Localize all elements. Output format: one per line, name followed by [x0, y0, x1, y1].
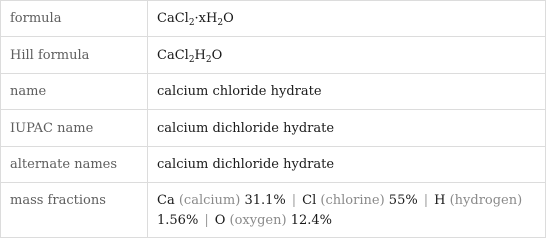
- formula-value: $CaCl_2\cdot xH_2O$: [148, 1, 546, 37]
- row-label: name: [1, 74, 148, 110]
- fraction-percent: 12.4%: [290, 213, 333, 228]
- row-label: formula: [1, 1, 148, 37]
- fraction-separator: |: [204, 213, 209, 228]
- fraction-percent: 55%: [388, 193, 418, 208]
- fraction-element: (oxygen): [229, 213, 287, 228]
- iupac-name-value: calcium dichloride hydrate: [148, 110, 546, 147]
- row-label: mass fractions: [1, 183, 148, 238]
- fraction-percent: 1.56%: [157, 213, 199, 228]
- row-label: Hill formula: [1, 37, 148, 74]
- hill-formula-value: $CaCl_2H_2O$: [148, 37, 546, 74]
- fraction-symbol: Ca: [157, 193, 175, 208]
- alternate-names-value: calcium dichloride hydrate: [148, 147, 546, 183]
- table-row-iupac-name: [1, 110, 546, 147]
- fraction-element: (chlorine): [320, 193, 385, 208]
- table-row-mass-fractions: [1, 183, 546, 238]
- fraction-symbol: Cl: [302, 193, 317, 208]
- mass-fractions-value: [148, 183, 546, 238]
- row-label: alternate names: [1, 147, 148, 183]
- table-row-formula: [1, 1, 546, 37]
- table-row-name: [1, 74, 546, 110]
- fraction-symbol: O: [214, 213, 226, 228]
- fraction-symbol: H: [434, 193, 446, 208]
- fraction-percent: 31.1%: [244, 193, 286, 208]
- fraction-element: (hydrogen): [449, 193, 523, 208]
- table-row-alternate-names: [1, 147, 546, 183]
- table-row-hill-formula: [1, 37, 546, 74]
- fraction-separator: |: [423, 193, 429, 208]
- row-label: IUPAC name: [1, 110, 148, 147]
- fraction-separator: |: [291, 193, 297, 208]
- name-value: calcium chloride hydrate: [148, 74, 546, 110]
- fraction-element: (calcium): [178, 193, 241, 208]
